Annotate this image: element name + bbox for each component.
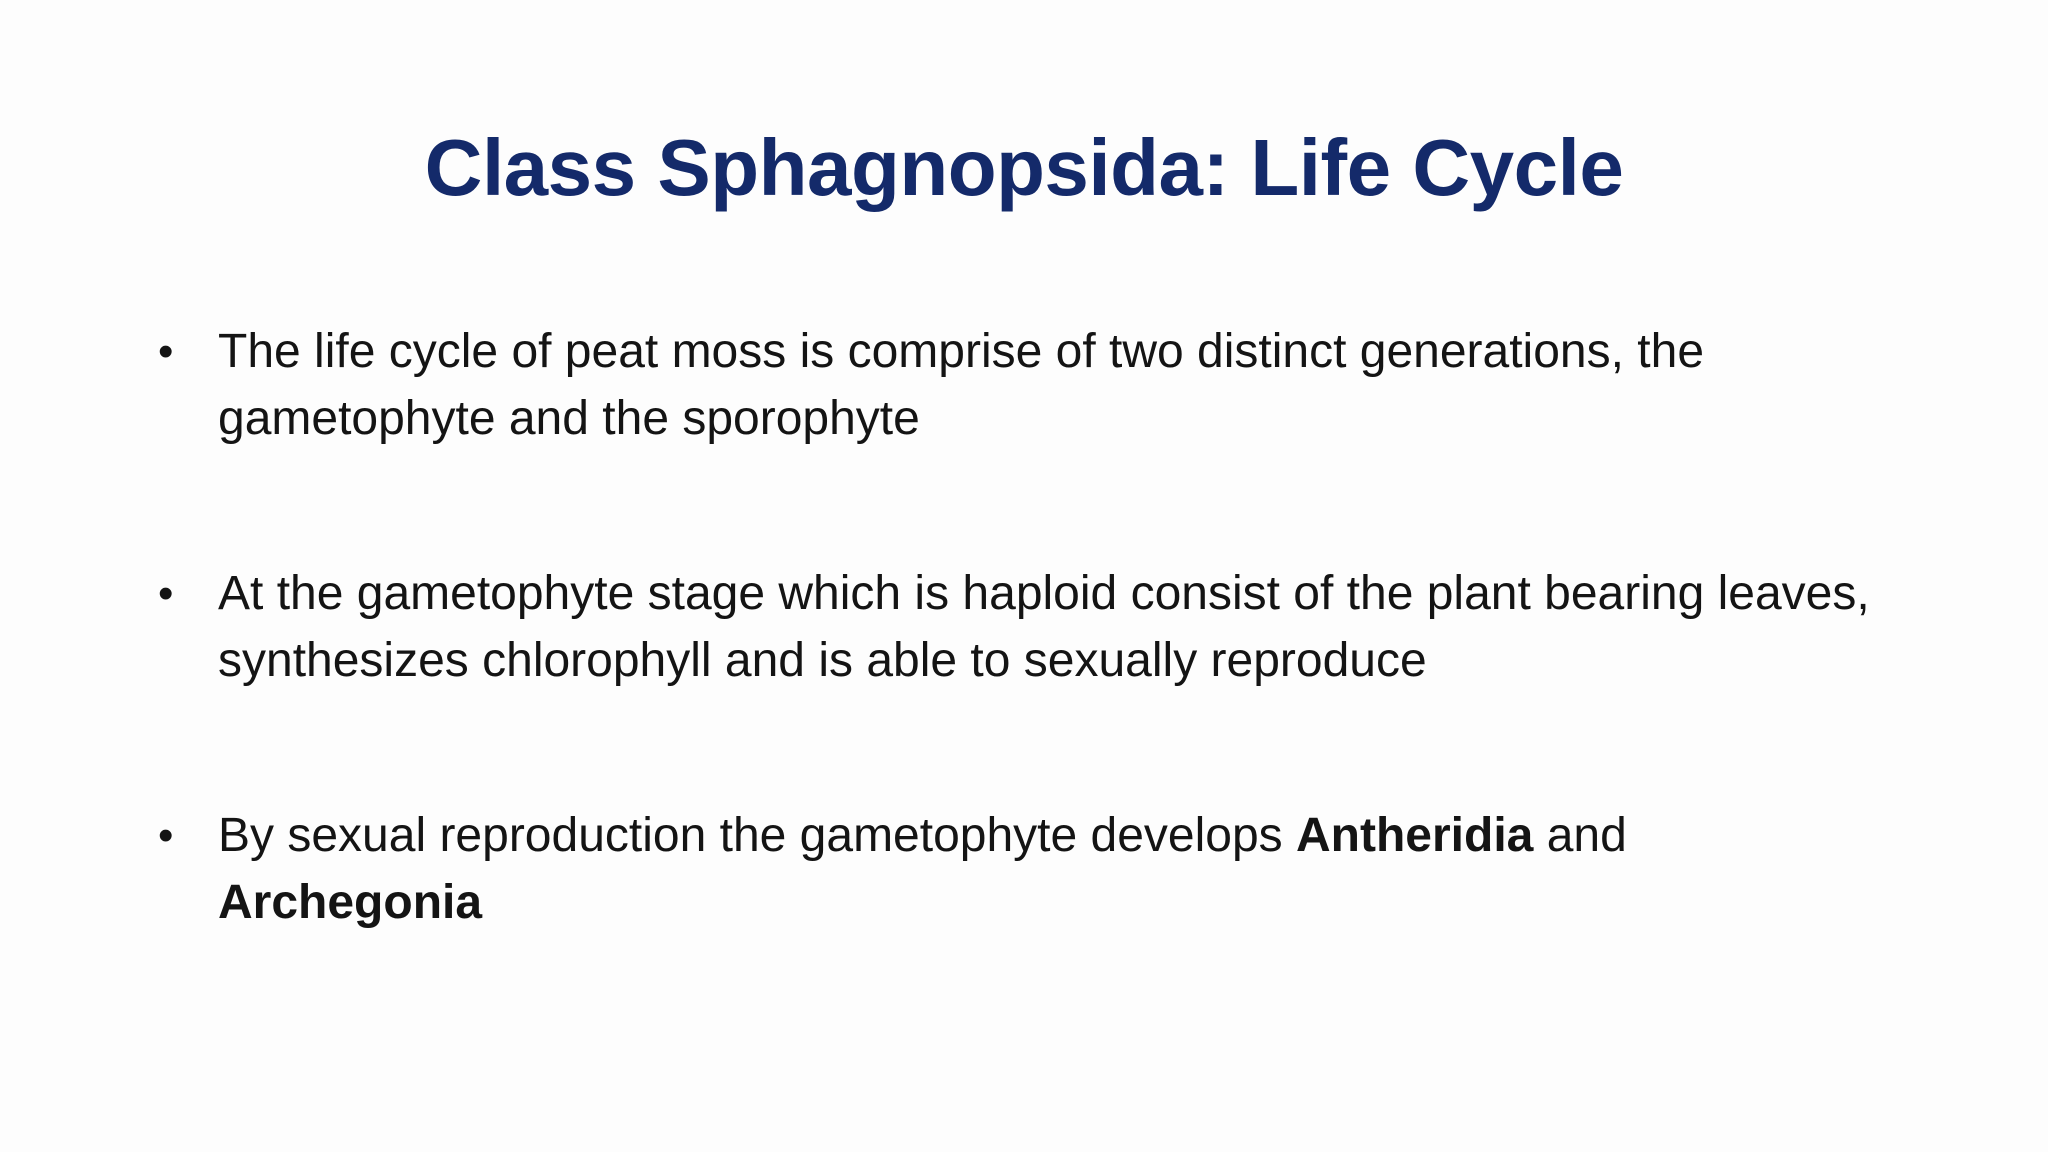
bullet-list <box>150 318 1870 1044</box>
bullet-dot-icon: • <box>158 811 174 860</box>
term-antheridia: Antheridia <box>1296 809 1534 862</box>
bullet-text: and <box>1533 809 1627 862</box>
slide-title: Class Sphagnopsida: Life Cycle <box>424 123 1624 212</box>
bullet-item <box>150 802 1870 936</box>
bullet-dot-icon: • <box>158 569 174 618</box>
bullet-text: At the gametophyte stage which is haploid consist of the plant bearing leaves, synthesizes chlorophyll and is able to sexually reproduce <box>218 567 1870 687</box>
term-archegonia: Archegonia <box>218 876 483 929</box>
bullet-text: The life cycle of peat moss is comprise of two distinct generations, the gametophyte and the sporophyte <box>218 325 1705 445</box>
bullet-item <box>150 318 1870 452</box>
bullet-dot-icon: • <box>158 327 174 376</box>
bullet-text: By sexual reproduction the gametophyte develops <box>218 809 1297 862</box>
bullet-item <box>150 560 1870 694</box>
